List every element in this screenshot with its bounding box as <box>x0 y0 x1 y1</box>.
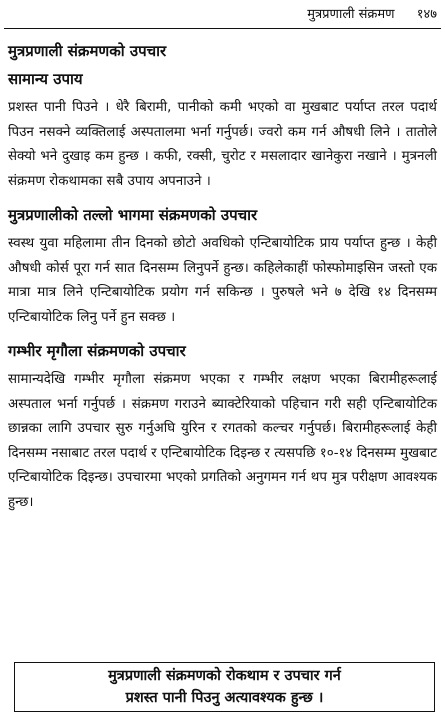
section-heading-general-measures: सामान्य उपाय <box>8 70 83 88</box>
running-header <box>307 4 437 22</box>
header-divider <box>4 28 441 29</box>
section-text-severe-kidney-infection: सामान्यदेखि गम्भीर मृगौला संक्रमण भएका र गम्भीर लक्षण भएका बिरामीहरूलाई अस्पताल भर्ना गर्नुपर्छ । संक्रमण गराउने ब्याक्टेरियाको पहिचान गरी सही एन्टिबायोटिक छान्नका लागि उपचार सुरु गर्नुअघि युरिन र रगतको कल्चर गर्नुपर्छ। बिरामीहरूलाई केही दिनसम्म नसाबाट तरल पदार्थ र एन्टिबायोटिक दिइन्छ र त्यसपछि १०-१४ दिनसम्म मुखबाट एन्टिबायोटिक दिइन्छ। उपचारमा भएको प्रगतिको अनुगमन गर्न थप मुत्र परीक्षण आवश्यक हुन्छ। <box>8 372 437 510</box>
key-message-line-1: मुत्रप्रणाली संक्रमणको रोकथाम र उपचार गर्न <box>108 668 341 684</box>
key-message-line-2: प्रशस्त पानी पिउनु अत्यावश्यक हुन्छ । <box>125 690 324 706</box>
key-message-box <box>14 662 435 712</box>
section-text-lower-tract-treatment: स्वस्थ युवा महिलामा तीन दिनको छोटो अवधिको एन्टिबायोटिक प्राय पर्याप्त हुन्छ । केही औषधी कोर्स पूरा गर्न सात दिनसम्म लिनुपर्ने हुन्छ। कहिलेकाहीं फोस्फोमाइसिन जस्तो एक मात्रा मात्र लिने एन्टिबायोटिक प्रयोग गर्न सकिन्छ । पुरुषले भने ७ देखि १४ दिनसम्म एन्टिबायोटिक लिनु पर्ने हुन सक्छ । <box>8 236 437 325</box>
page-number: १४७ <box>416 7 437 22</box>
section-heading-severe-kidney-infection: गम्भीर मृगौला संक्रमणको उपचार <box>8 342 186 360</box>
section-text-general-measures: प्रशस्त पानी पिउने । धेरै बिरामी, पानीको कमी भएको वा मुखबाट पर्याप्त तरल पदार्थ पिउन नसक्ने व्यक्तिलाई अस्पतालमा भर्ना गर्नुपर्छ। ज्वरो कम गर्न औषधी लिने । तातोले सेक्यो भने दुखाइ कम हुन्छ । कफी, रक्सी, चुरोट र मसलादार खानेकुरा नखाने । मुत्रनली संक्रमण रोकथामका सबै उपाय अपनाउने । <box>8 100 437 189</box>
article-title: मुत्रप्रणाली संक्रमणको उपचार <box>8 42 167 60</box>
section-heading-lower-tract-treatment: मुत्रप्रणालीको तल्लो भागमा संक्रमणको उपचार <box>8 206 258 224</box>
running-title: मुत्रप्रणाली संक्रमण <box>307 7 395 22</box>
article-body <box>8 40 437 525</box>
